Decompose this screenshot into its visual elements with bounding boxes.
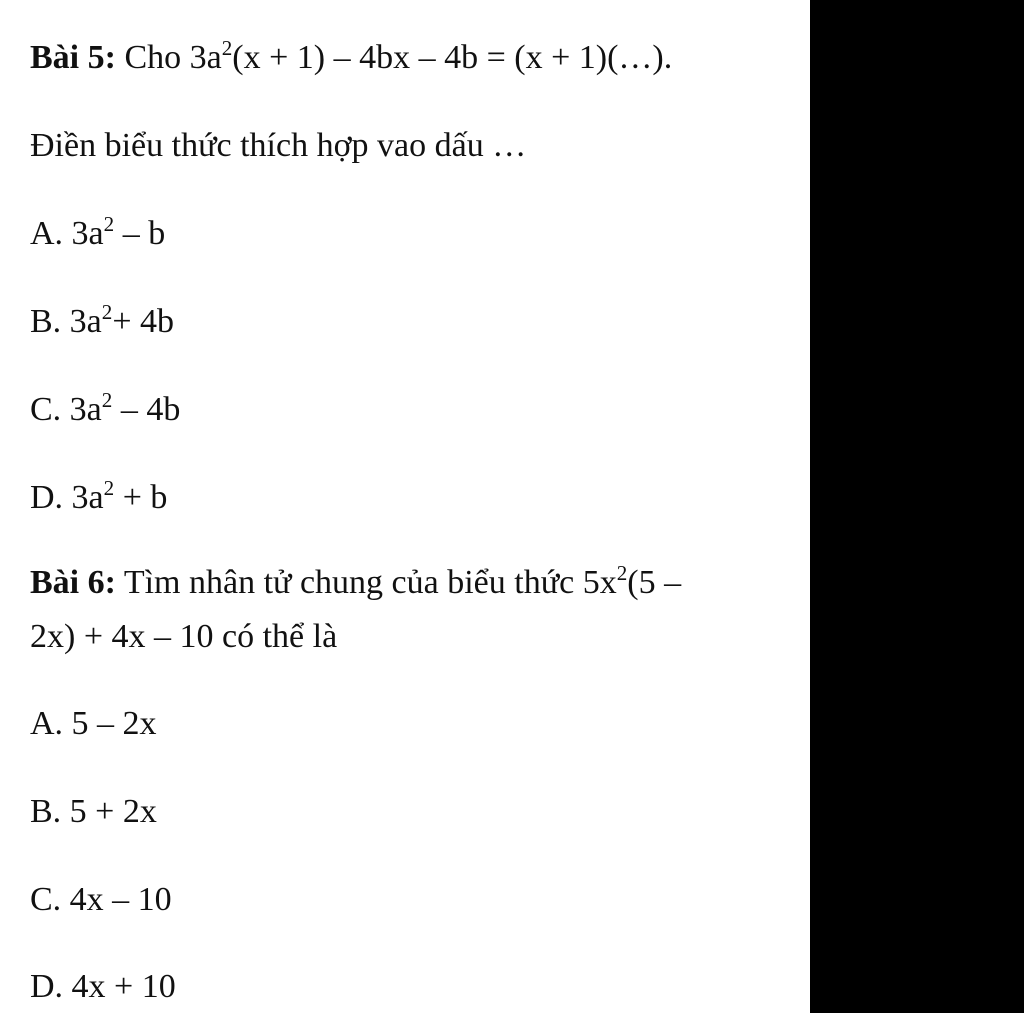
bai6-question-line2: 2x) + 4x – 10 có thể là — [30, 618, 338, 655]
bai6-question — [30, 560, 682, 603]
bai5-option-d — [30, 475, 168, 518]
bai6-label: Bài 6: — [30, 564, 116, 601]
bai6-option-a: A. 5 – 2x — [30, 705, 157, 742]
bai6-exponent: 2 — [616, 560, 628, 585]
option-exponent: 2 — [101, 387, 113, 412]
black-margin-panel — [810, 0, 1024, 1013]
option-exponent: 2 — [101, 299, 113, 324]
bai5-label: Bài 5: — [30, 39, 116, 76]
option-exponent: 2 — [103, 475, 115, 500]
bai6-intro: Tìm nhân tử chung của biểu thức 5x — [115, 564, 617, 601]
bai5-option-b — [30, 299, 175, 342]
bai5-intro: Cho 3a — [115, 39, 222, 76]
option-prefix: A. 3a — [30, 215, 104, 252]
option-suffix: + b — [114, 479, 168, 516]
bai5-instruction: Điền biểu thức thích hợp vao dấu … — [30, 127, 527, 164]
option-suffix: + 4b — [112, 303, 175, 340]
option-prefix: C. 3a — [30, 391, 102, 428]
option-prefix: B. 3a — [30, 303, 102, 340]
bai6-option-c: C. 4x – 10 — [30, 881, 172, 918]
option-suffix: – b — [114, 215, 166, 252]
bai5-exponent: 2 — [221, 35, 233, 60]
bai5-option-c — [30, 387, 181, 430]
bai6-rest: (5 – — [627, 564, 682, 601]
bai5-question — [30, 35, 673, 78]
bai5-option-a — [30, 211, 166, 254]
bai6-option-b: B. 5 + 2x — [30, 793, 157, 830]
bai5-rest: (x + 1) – 4bx – 4b = (x + 1)(…). — [232, 39, 673, 76]
option-suffix: – 4b — [112, 391, 181, 428]
option-prefix: D. 3a — [30, 479, 104, 516]
bai6-option-d: D. 4x + 10 — [30, 968, 176, 1005]
option-exponent: 2 — [103, 211, 115, 236]
